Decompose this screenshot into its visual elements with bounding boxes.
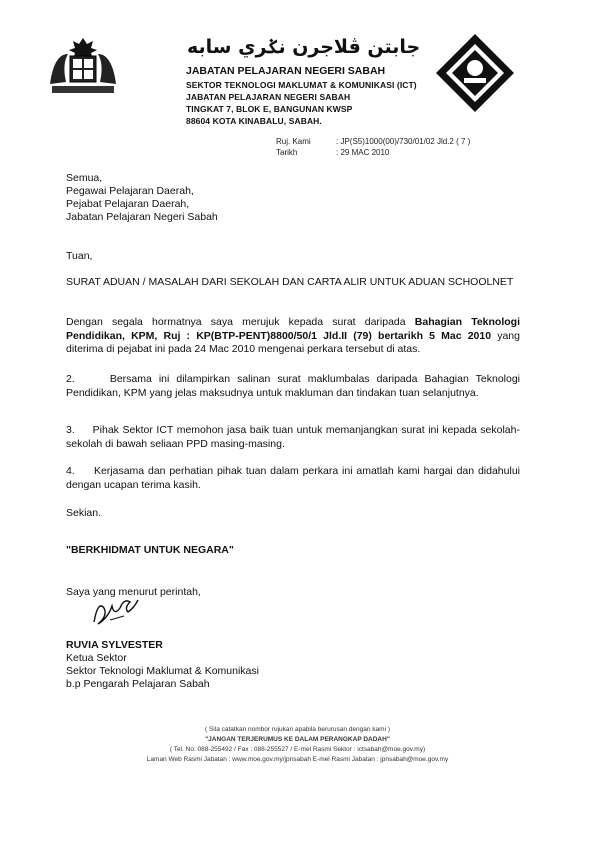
paragraph-4 <box>66 465 520 492</box>
signatory-sector: Sektor Teknologi Maklumat & Komunikasi <box>66 665 259 677</box>
paragraph-text: Bersama ini dilampirkan salinan surat maklumbalas daripada Bahagian Teknologi Pendidikan, KPM yang jelas maksudnya untuk makluman dan tindakan tuan selanjutnya. <box>66 373 521 399</box>
paragraph-3 <box>66 424 520 451</box>
footer-reference-note: ( Sila catatkan nombor rujukan apabila berurusan dengan kami ) <box>205 726 390 733</box>
org-line-floor: TINGKAT 7, BLOK E, BANGUNAN KWSP <box>186 104 353 114</box>
date-value: : 29 MAC 2010 <box>336 148 390 157</box>
recipient-line: Pejabat Pelajaran Daerah, <box>66 198 190 210</box>
intro-text: Dengan segala hormatnya saya merujuk kepada surat daripada <box>66 316 415 328</box>
recipient-line: Pegawai Pelajaran Daerah, <box>66 185 194 197</box>
salutation: Tuan, <box>66 250 93 262</box>
reference-value: : JP(S5)1000(00)/730/01/02 Jld.2 ( 7 ) <box>336 137 471 146</box>
intro-text-end: yang diterima di pejabat ini pada 24 Mac 2010 mengenai perkara tersebut di atas. <box>66 329 520 355</box>
footer-slogan: "JANGAN TERJERUMUS KE DALAM PERANGKAP DADAH" <box>205 736 390 743</box>
paragraph-number: 3. <box>66 424 75 436</box>
reference-label: Ruj. Kami <box>276 137 311 146</box>
org-line-department: JABATAN PELAJARAN NEGERI SABAH <box>186 92 351 102</box>
footer-website: Laman Web Rasmi Jabatan : www.moe.gov.my/jpnsabah E-mel Rasmi Jabatan : jpnsabah@moe.gov.my <box>146 756 449 763</box>
recipient-line: Jabatan Pelajaran Negeri Sabah <box>66 211 218 223</box>
coat-of-arms-logo <box>44 34 122 98</box>
paragraph-number: 2. <box>66 373 75 385</box>
signature <box>88 592 150 632</box>
organization-name: JABATAN PELAJARAN NEGERI SABAH <box>186 65 386 77</box>
paragraph-text: Pihak Sektor ICT memohon jasa baik tuan untuk memanjangkan surat ini kepada sekolah-sekolah di bawah seliaan PPD masing-masing. <box>66 424 520 450</box>
signatory-on-behalf: b.p Pengarah Pelajaran Sabah <box>66 678 210 690</box>
footer-contact: ( Tel. No: 088-255492 / Fax : 088-255527 / E-mel Rasmi Sektor : ictsabah@moe.gov.my) <box>169 746 426 753</box>
paragraph-number: 4. <box>66 465 75 477</box>
signatory-title: Ketua Sektor <box>66 652 127 664</box>
org-line-city: 88604 KOTA KINABALU, SABAH. <box>186 116 322 126</box>
intro-paragraph <box>66 316 520 357</box>
motto: "BERKHIDMAT UNTUK NEGARA" <box>66 544 234 556</box>
signatory-name: RUVIA SYLVESTER <box>66 639 163 651</box>
intro-reference: Bahagian Teknologi Pendidikan, KPM, Ruj : KP(BTP-PENT)8800/50/1 Jld.II (79) bertarikh 5 Mac 2010 <box>66 316 521 342</box>
recipient-line: Semua, <box>66 172 103 184</box>
sign-off: Saya yang menurut perintah, <box>66 586 201 598</box>
subject-line: SURAT ADUAN / MASALAH DARI SEKOLAH DAN CARTA ALIR UNTUK ADUAN SCHOOLNET <box>66 276 514 288</box>
jawi-title: جابتن ڤلاجرن نݢري سابه <box>187 36 421 58</box>
department-logo <box>434 32 516 114</box>
closing: Sekian. <box>66 507 102 519</box>
org-line-sector: SEKTOR TEKNOLOGI MAKLUMAT & KOMUNIKASI (ICT) <box>186 80 417 90</box>
date-label: Tarikh <box>276 148 298 157</box>
paragraph-text: Kerjasama dan perhatian pihak tuan dalam perkara ini amatlah kami hargai dan didahului dengan ucapan terima kasih. <box>66 465 520 491</box>
paragraph-2 <box>66 373 520 400</box>
